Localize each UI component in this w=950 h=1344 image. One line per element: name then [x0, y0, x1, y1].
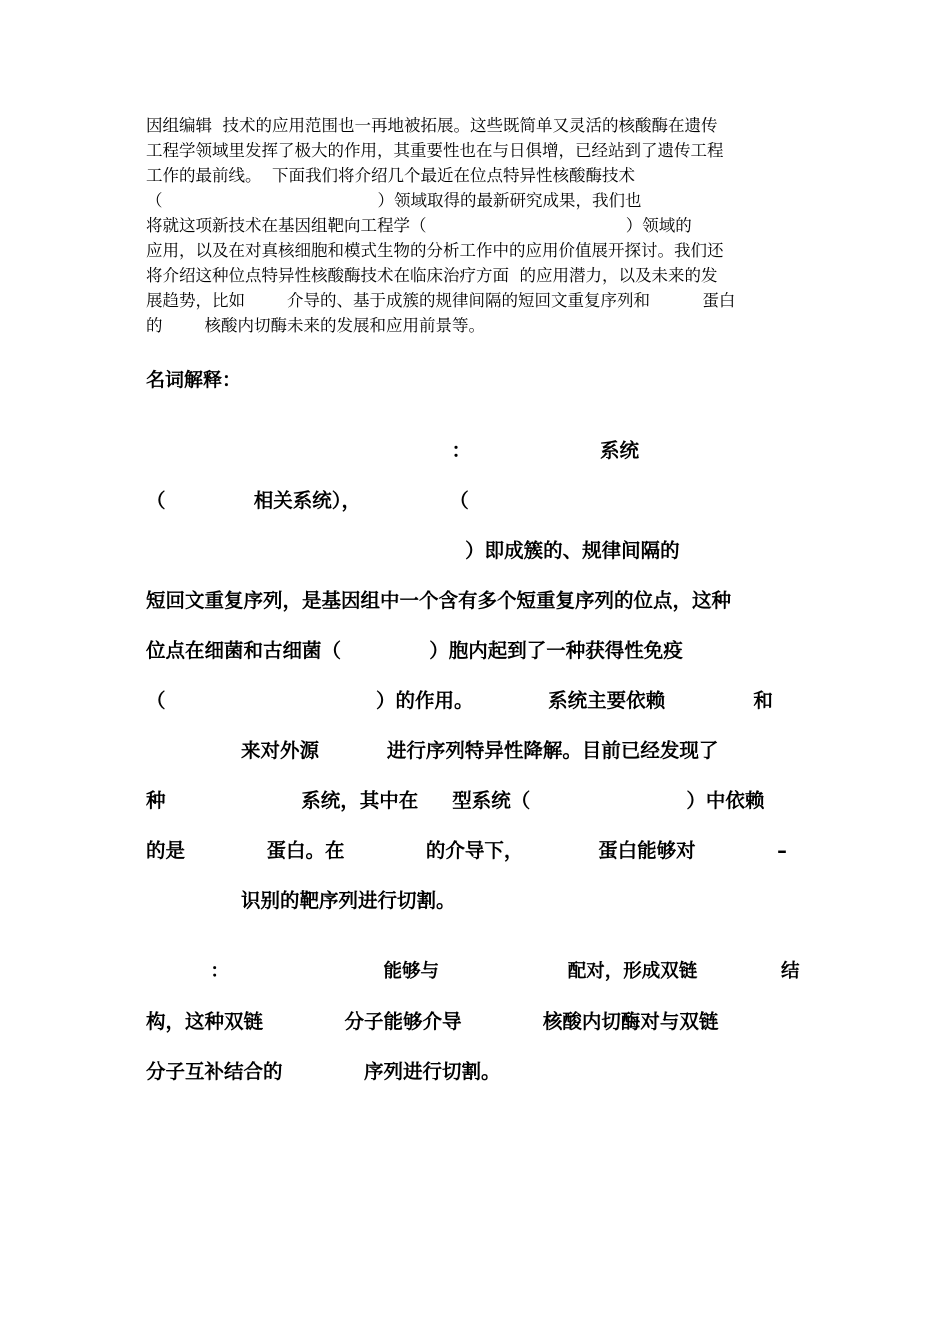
definition-line: 的是 蛋白。在 的介导下， 蛋白能够对 –: [146, 839, 787, 862]
definition-line: 短回文重复序列，是基因组中一个含有多个短重复序列的位点，这种: [146, 589, 732, 612]
intro-line: 工作的最前线。 下面我们将介绍几个最近在位点特异性核酸酶技术: [146, 166, 635, 185]
definition-line: ： 系统: [146, 439, 639, 462]
definition-line: ）即成簇的、规律间隔的: [146, 539, 680, 562]
glossary-heading: 名词解释：: [146, 369, 242, 391]
definition-line: （ 相关系统）， （: [146, 489, 469, 512]
definition-line: ： 能够与 配对，形成双链 结: [146, 961, 800, 982]
definition-line: 识别的靶序列进行切割。: [146, 889, 456, 912]
intro-line: 展趋势，比如 介导的、基于成簇的规律间隔的短回文重复序列和 蛋白: [146, 291, 736, 310]
definition-line: 种 系统，其中在 型系统（ ）中依赖: [146, 789, 765, 812]
definition-line: 位点在细菌和古细菌（ ）胞内起到了一种获得性免疫: [146, 639, 683, 662]
intro-line: 的 核酸内切酶未来的发展和应用前景等。: [146, 316, 485, 335]
definition-line: 分子互补结合的 序列进行切割。: [146, 1060, 501, 1083]
intro-line: 应用，以及在对真核细胞和模式生物的分析工作中的应用价值展开探讨。我们还: [146, 241, 724, 260]
definition-line: （ ）的作用。 系统主要依赖 和: [146, 689, 773, 712]
intro-line: 将介绍这种位点特异性核酸酶技术在临床治疗方面 的应用潜力，以及未来的发: [146, 266, 718, 285]
intro-line: 因组编辑 技术的应用范围也一再地被拓展。这些既简单又灵活的核酸酶在遗传: [146, 116, 718, 135]
intro-line: 工程学领域里发挥了极大的作用，其重要性也在与日俱增，已经站到了遗传工程: [146, 141, 724, 160]
definition-line: 来对外源 进行序列特异性降解。目前已经发现了: [146, 739, 719, 762]
intro-line: 将就这项新技术在基因组靶向工程学（ ）领域的: [146, 216, 692, 235]
definition-line: 构，这种双链 分子能够介导 核酸内切酶对与双链: [146, 1010, 719, 1033]
intro-line: （ ）领域取得的最新研究成果，我们也: [146, 191, 642, 210]
